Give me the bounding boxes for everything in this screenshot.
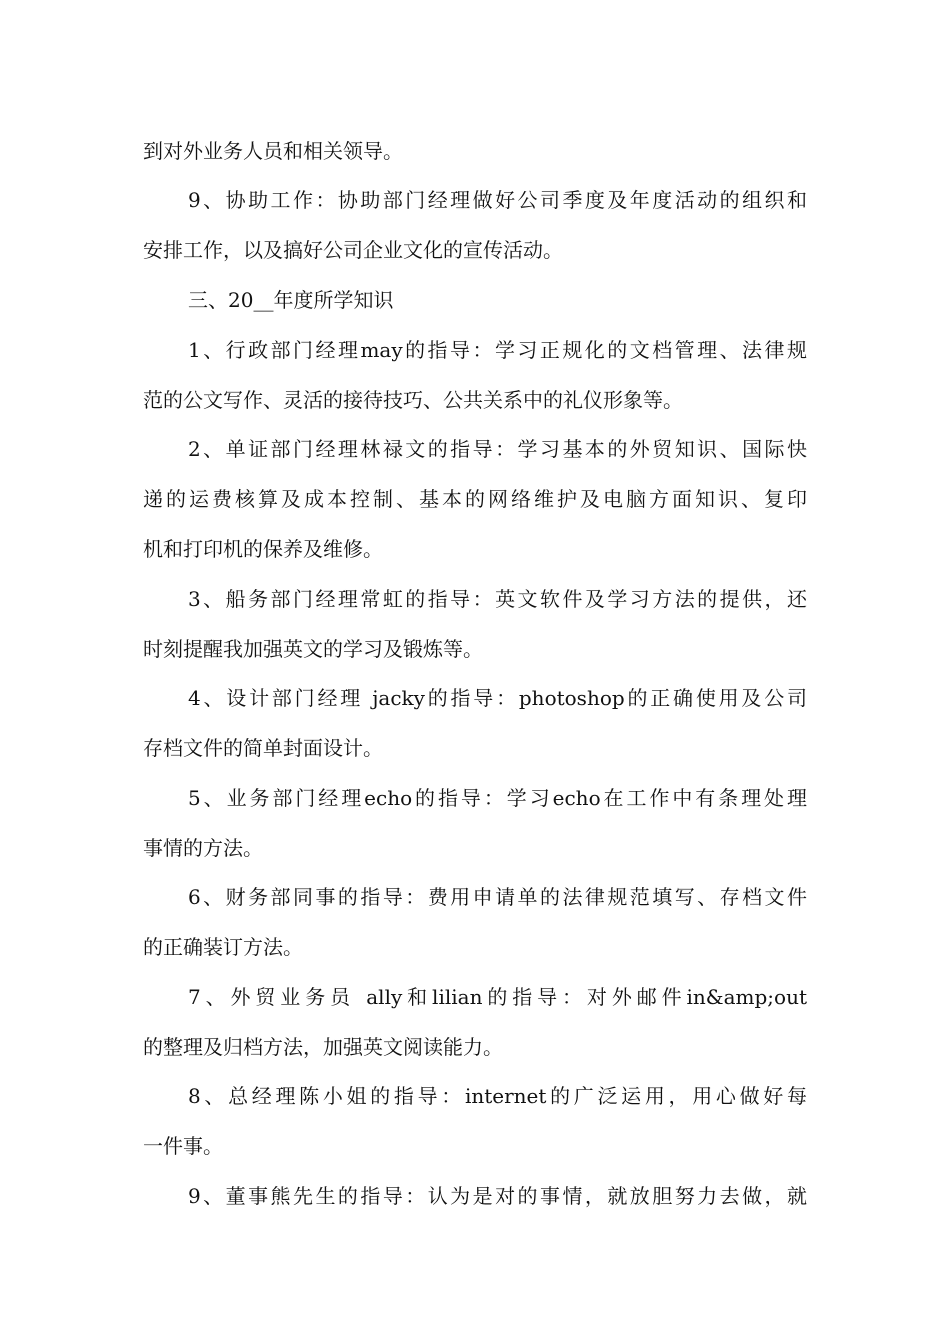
text-line: 到对外业务人员和相关领导。	[143, 139, 403, 163]
text-line: 存档文件的简单封面设计。	[143, 736, 383, 760]
text-line: 安排工作，以及搞好公司企业文化的宣传活动。	[143, 238, 563, 262]
text-line: 6、财务部同事的指导：费用申请单的法律规范填写、存档文件	[188, 885, 807, 909]
text-line: 范的公文写作、灵活的接待技巧、公共关系中的礼仪形象等。	[143, 388, 683, 412]
text-line: 事情的方法。	[143, 836, 263, 860]
text-line: 时刻提醒我加强英文的学习及锻炼等。	[143, 637, 483, 661]
text-line: 4、设计部门经理 jacky的指导：photoshop的正确使用及公司	[188, 686, 807, 710]
text-line: 7、外贸业务员 ally和lilian的指导：对外邮件in&amp;out	[188, 985, 807, 1009]
text-line: 3、船务部门经理常虹的指导：英文软件及学习方法的提供，还	[188, 587, 807, 611]
text-line: 9、董事熊先生的指导：认为是对的事情，就放胆努力去做，就	[188, 1184, 807, 1208]
text-line: 一件事。	[143, 1134, 223, 1158]
text-line: 2、单证部门经理林禄文的指导：学习基本的外贸知识、国际快	[188, 437, 807, 461]
text-line: 8、总经理陈小姐的指导：internet的广泛运用，用心做好每	[188, 1084, 807, 1108]
text-line: 机和打印机的保养及维修。	[143, 537, 383, 561]
text-line: 的正确装订方法。	[143, 935, 303, 959]
section-heading: 三、20__年度所学知识	[188, 288, 394, 312]
text-line: 递的运费核算及成本控制、基本的网络维护及电脑方面知识、复印	[143, 487, 807, 511]
text-line: 的整理及归档方法，加强英文阅读能力。	[143, 1035, 503, 1059]
text-line: 9、协助工作：协助部门经理做好公司季度及年度活动的组织和	[188, 188, 807, 212]
text-line: 1、行政部门经理may的指导：学习正规化的文档管理、法律规	[188, 338, 807, 362]
text-line: 5、业务部门经理echo的指导：学习echo在工作中有条理处理	[188, 786, 807, 810]
